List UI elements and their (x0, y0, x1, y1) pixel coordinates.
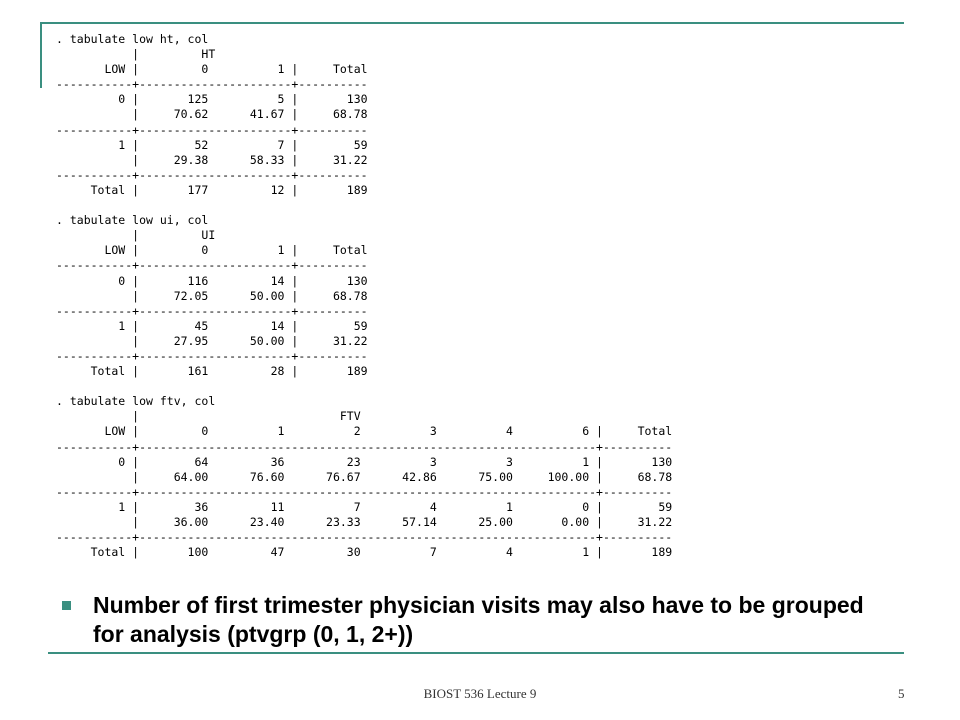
output-line: 1 | 52 7 | 59 (56, 137, 368, 152)
output-line: | HT (56, 47, 216, 62)
output-line: -----------+----------------------+---------- (56, 77, 368, 92)
output-line: -----------+----------------------+---------- (56, 167, 368, 182)
output-line: -----------+------------------------------------------------------------------+---------- (56, 484, 673, 499)
output-line: -----------+----------------------+---------- (56, 348, 368, 363)
output-line: 1 | 45 14 | 59 (56, 318, 368, 333)
output-line: -----------+----------------------+---------- (56, 258, 368, 273)
output-line: 0 | 116 14 | 130 (56, 273, 368, 288)
command-line: . tabulate low ui, col (56, 213, 209, 228)
output-line: Total | 161 28 | 189 (56, 364, 368, 379)
output-line: | 27.95 50.00 | 31.22 (56, 333, 368, 348)
output-line: Total | 100 47 30 7 4 1 | 189 (56, 545, 673, 560)
command-line: . tabulate low ht, col (56, 32, 209, 46)
stata-output (56, 32, 672, 560)
output-line: -----------+------------------------------------------------------------------+---------- (56, 439, 673, 454)
output-line: | 36.00 23.40 23.33 57.14 25.00 0.00 | 31.22 (56, 515, 673, 529)
command-line: . tabulate low ftv, col (56, 394, 216, 409)
output-line: 1 | 36 11 7 4 1 0 | 59 (56, 499, 673, 514)
left-rule (40, 22, 42, 88)
bottom-rule (48, 652, 904, 654)
output-line: | UI (56, 228, 216, 243)
output-line: LOW | 0 1 | Total (56, 243, 368, 258)
page-number: 5 (898, 686, 905, 701)
output-line: 0 | 64 36 23 3 3 1 | 130 (56, 454, 673, 469)
output-line: | 70.62 41.67 | 68.78 (56, 107, 368, 122)
bullet-point (62, 591, 892, 649)
output-line: -----------+----------------------+---------- (56, 303, 368, 318)
output-line: | 72.05 50.00 | 68.78 (56, 288, 368, 303)
footer-title: BIOST 536 Lecture 9 (423, 686, 537, 701)
output-line: -----------+----------------------+---------- (56, 122, 368, 137)
bullet-text: Number of first trimester physician visits may also have to be grouped for analysis (ptvgrp (0, 1, 2+)) (93, 592, 864, 647)
output-line: -----------+------------------------------------------------------------------+---------- (56, 530, 673, 545)
output-line: LOW | 0 1 2 3 4 6 | Total (56, 424, 673, 439)
output-line: | FTV (56, 409, 361, 424)
output-line: Total | 177 12 | 189 (56, 182, 368, 197)
output-line: 0 | 125 5 | 130 (56, 92, 368, 107)
square-bullet-icon (62, 601, 71, 610)
output-line: | 29.38 58.33 | 31.22 (56, 152, 368, 167)
output-line: | 64.00 76.60 76.67 42.86 75.00 100.00 | 68.78 (56, 469, 673, 484)
output-line: LOW | 0 1 | Total (56, 62, 368, 77)
top-rule (40, 22, 904, 24)
